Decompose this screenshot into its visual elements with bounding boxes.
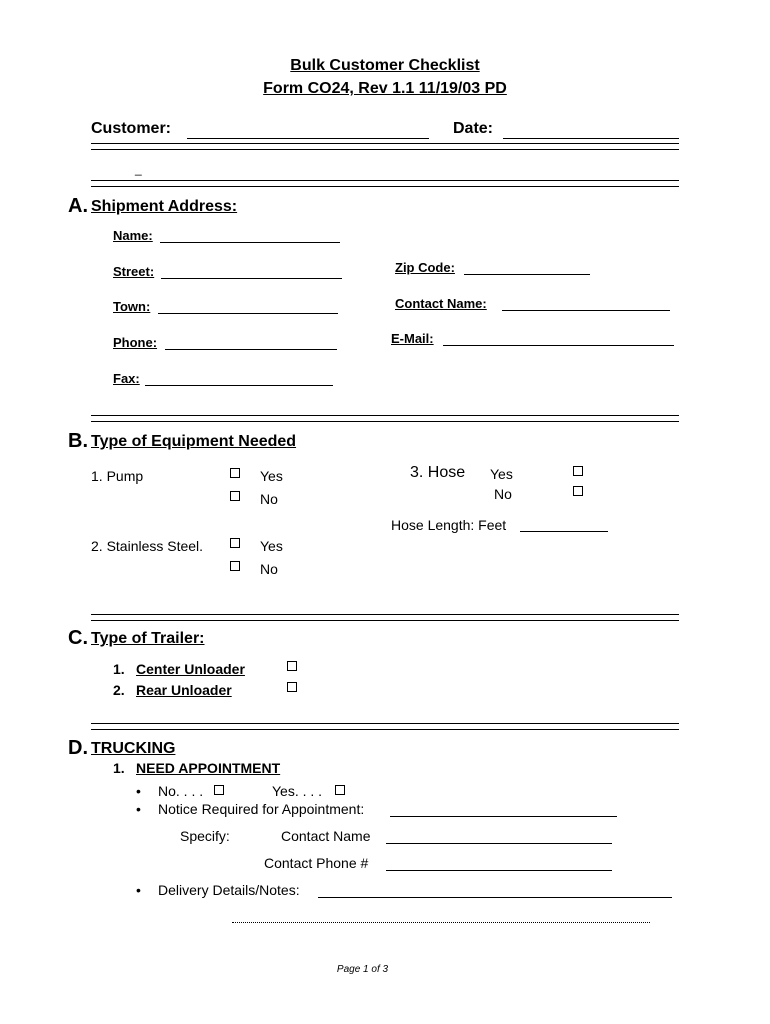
email-label: E-Mail:: [391, 331, 434, 346]
pump-no-checkbox[interactable]: [230, 491, 240, 501]
town-field[interactable]: [158, 313, 338, 314]
hose-no-checkbox[interactable]: [573, 486, 583, 496]
center-unloader-checkbox[interactable]: [287, 661, 297, 671]
stainless-steel-label: 2. Stainless Steel.: [91, 538, 204, 554]
fax-field[interactable]: [145, 385, 333, 386]
name-field[interactable]: [160, 242, 340, 243]
delivery-notes-label: Delivery Details/Notes:: [158, 882, 300, 898]
notice-required-label: Notice Required for Appointment:: [158, 801, 365, 817]
section-a-title: Shipment Address:: [91, 198, 238, 215]
pump-label: 1. Pump: [91, 468, 144, 484]
section-b-letter: B.: [68, 430, 88, 452]
trailer-item-1-number: 1.: [113, 661, 125, 677]
name-label: Name:: [113, 228, 153, 243]
notes-continuation-line[interactable]: [232, 922, 650, 923]
appointment-contact-name-field[interactable]: [386, 843, 612, 844]
steel-no-label: No: [260, 561, 278, 577]
pump-yes-checkbox[interactable]: [230, 468, 240, 478]
hose-yes-label: Yes: [490, 466, 513, 482]
divider: [91, 180, 679, 187]
contact-name-label: Contact Name:: [395, 296, 487, 311]
customer-field[interactable]: [187, 138, 429, 139]
contact-phone-label: Contact Phone #: [264, 855, 369, 871]
customer-label: Customer:: [91, 120, 172, 137]
page-number: Page 1 of 3: [336, 964, 389, 975]
town-label: Town:: [113, 299, 151, 314]
hose-length-field[interactable]: [520, 531, 608, 532]
form-id: Form CO24, Rev 1.1 11/19/03 PD: [263, 80, 507, 97]
rear-unloader-label: Rear Unloader: [136, 682, 232, 698]
street-label: Street:: [113, 264, 155, 279]
divider: [91, 415, 679, 422]
appointment-yes-label: Yes. . . .: [272, 783, 323, 799]
zip-label: Zip Code:: [395, 260, 455, 275]
section-c-letter: C.: [68, 627, 88, 649]
fax-label: Fax:: [113, 371, 140, 386]
hose-label: 3. Hose: [410, 464, 466, 481]
hose-no-label: No: [494, 486, 512, 502]
specify-label: Specify:: [180, 828, 230, 844]
zip-field[interactable]: [464, 274, 590, 275]
pump-no-label: No: [260, 491, 278, 507]
divider: [91, 143, 679, 150]
stray-mark: _: [135, 162, 142, 176]
trailer-item-2-number: 2.: [113, 682, 125, 698]
section-a-letter: A.: [68, 195, 88, 217]
appointment-no-label: No. . . .: [158, 783, 204, 799]
steel-yes-checkbox[interactable]: [230, 538, 240, 548]
steel-yes-label: Yes: [260, 538, 283, 554]
email-field[interactable]: [443, 345, 674, 346]
contact-name-field[interactable]: [502, 310, 670, 311]
section-d-letter: D.: [68, 737, 88, 759]
notice-required-field[interactable]: [390, 816, 617, 817]
street-field[interactable]: [161, 278, 342, 279]
phone-field[interactable]: [165, 349, 337, 350]
delivery-notes-field[interactable]: [318, 897, 672, 898]
contact-phone-field[interactable]: [386, 870, 612, 871]
contact-name-label-d: Contact Name: [281, 828, 371, 844]
bullet: •: [136, 801, 141, 817]
trucking-item-1-number: 1.: [113, 760, 125, 776]
bullet: •: [136, 882, 141, 898]
appointment-yes-checkbox[interactable]: [335, 785, 345, 795]
section-c-title: Type of Trailer:: [91, 630, 205, 647]
divider: [91, 723, 679, 730]
section-d-title: TRUCKING: [91, 740, 176, 757]
appointment-no-checkbox[interactable]: [214, 785, 224, 795]
divider: [91, 614, 679, 621]
bullet: •: [136, 783, 141, 799]
date-field[interactable]: [503, 138, 679, 139]
phone-label: Phone:: [113, 335, 158, 350]
rear-unloader-checkbox[interactable]: [287, 682, 297, 692]
pump-yes-label: Yes: [260, 468, 283, 484]
need-appointment-label: NEED APPOINTMENT: [136, 760, 281, 776]
section-b-title: Type of Equipment Needed: [91, 433, 297, 450]
hose-length-label: Hose Length: Feet: [391, 517, 507, 533]
center-unloader-label: Center Unloader: [136, 661, 245, 677]
steel-no-checkbox[interactable]: [230, 561, 240, 571]
form-title: Bulk Customer Checklist: [290, 57, 480, 74]
hose-yes-checkbox[interactable]: [573, 466, 583, 476]
date-label: Date:: [453, 120, 494, 137]
